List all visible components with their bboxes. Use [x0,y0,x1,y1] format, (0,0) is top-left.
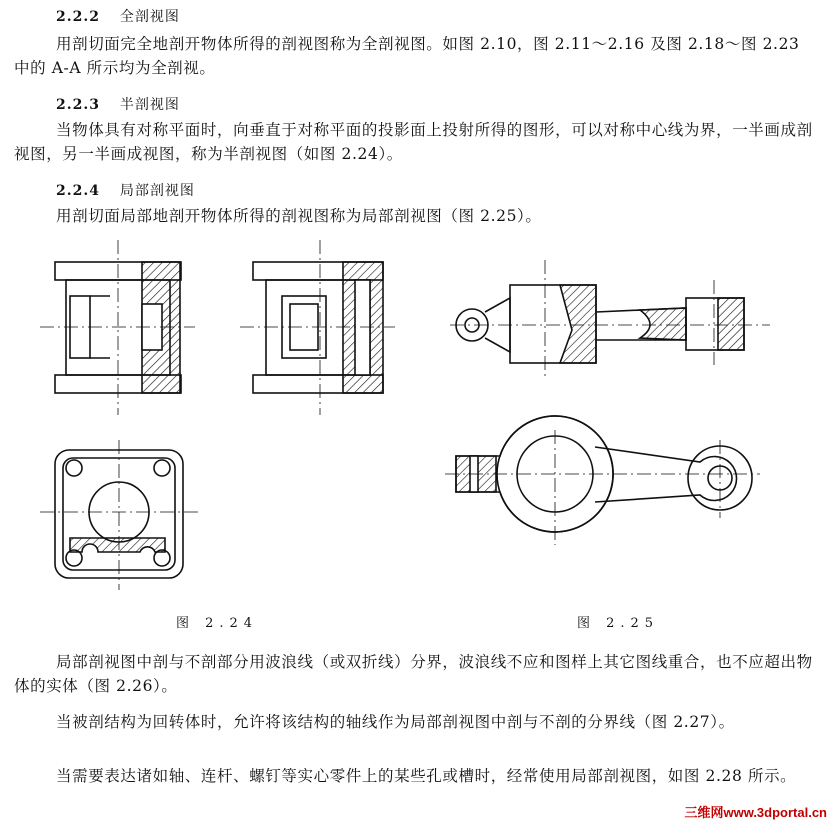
section-title: 全剖视图 [119,9,180,25]
section-number: 2.2.3 [56,97,100,113]
figure-caption-2-24: 图 2.24 [176,616,259,631]
paragraph-usage: 当需要表达诸如轴、连杆、螺钉等实心零件上的某些孔或槽时，经常使用局部剖视图，如图 2.28 所示。 [56,767,797,785]
paragraph-wave-line: 局部剖视图中剖与不剖部分用波浪线（或双折线）分界，波浪线不应和图样上其它图线重合，也不应超出物体的实体（图 2.26）。 [14,653,813,695]
section-title: 半剖视图 [119,97,180,113]
paragraph-full-section: 用剖切面完全地剖开物体所得的剖视图称为全剖视图。如图 2.10，图 2.11～2.16 及图 2.18～图 2.23 中的 A-A 所示均为全剖视。 [14,35,800,77]
figure-caption-2-25: 图 2.25 [577,616,660,631]
fig-2-25-top-view [445,416,760,545]
fig-2-24-top-view [40,440,198,590]
paragraph-revolved: 当被剖结构为回转体时，允许将该结构的轴线作为局部剖视图中剖与不剖的分界线（图 2.27）。 [56,713,735,731]
fig-2-24-side-half-section [240,240,395,415]
site-watermark: 三维网www.3dportal.cn [684,802,827,821]
paragraph-partial-section: 用剖切面局部地剖开物体所得的剖视图称为局部剖视图（图 2.25）。 [56,207,542,225]
section-number: 2.2.2 [56,9,100,25]
fig-2-24-front-half-section [40,240,195,415]
paragraph-half-section: 当物体具有对称平面时，向垂直于对称平面的投影面上投射所得的图形，可以对称中心线为界，一半画成剖视图，另一半画成视图，称为半剖视图（如图 2.24）。 [14,121,813,163]
section-number: 2.2.4 [56,183,100,199]
section-title: 局部剖视图 [119,183,195,199]
fig-2-25-front-view [450,260,770,380]
